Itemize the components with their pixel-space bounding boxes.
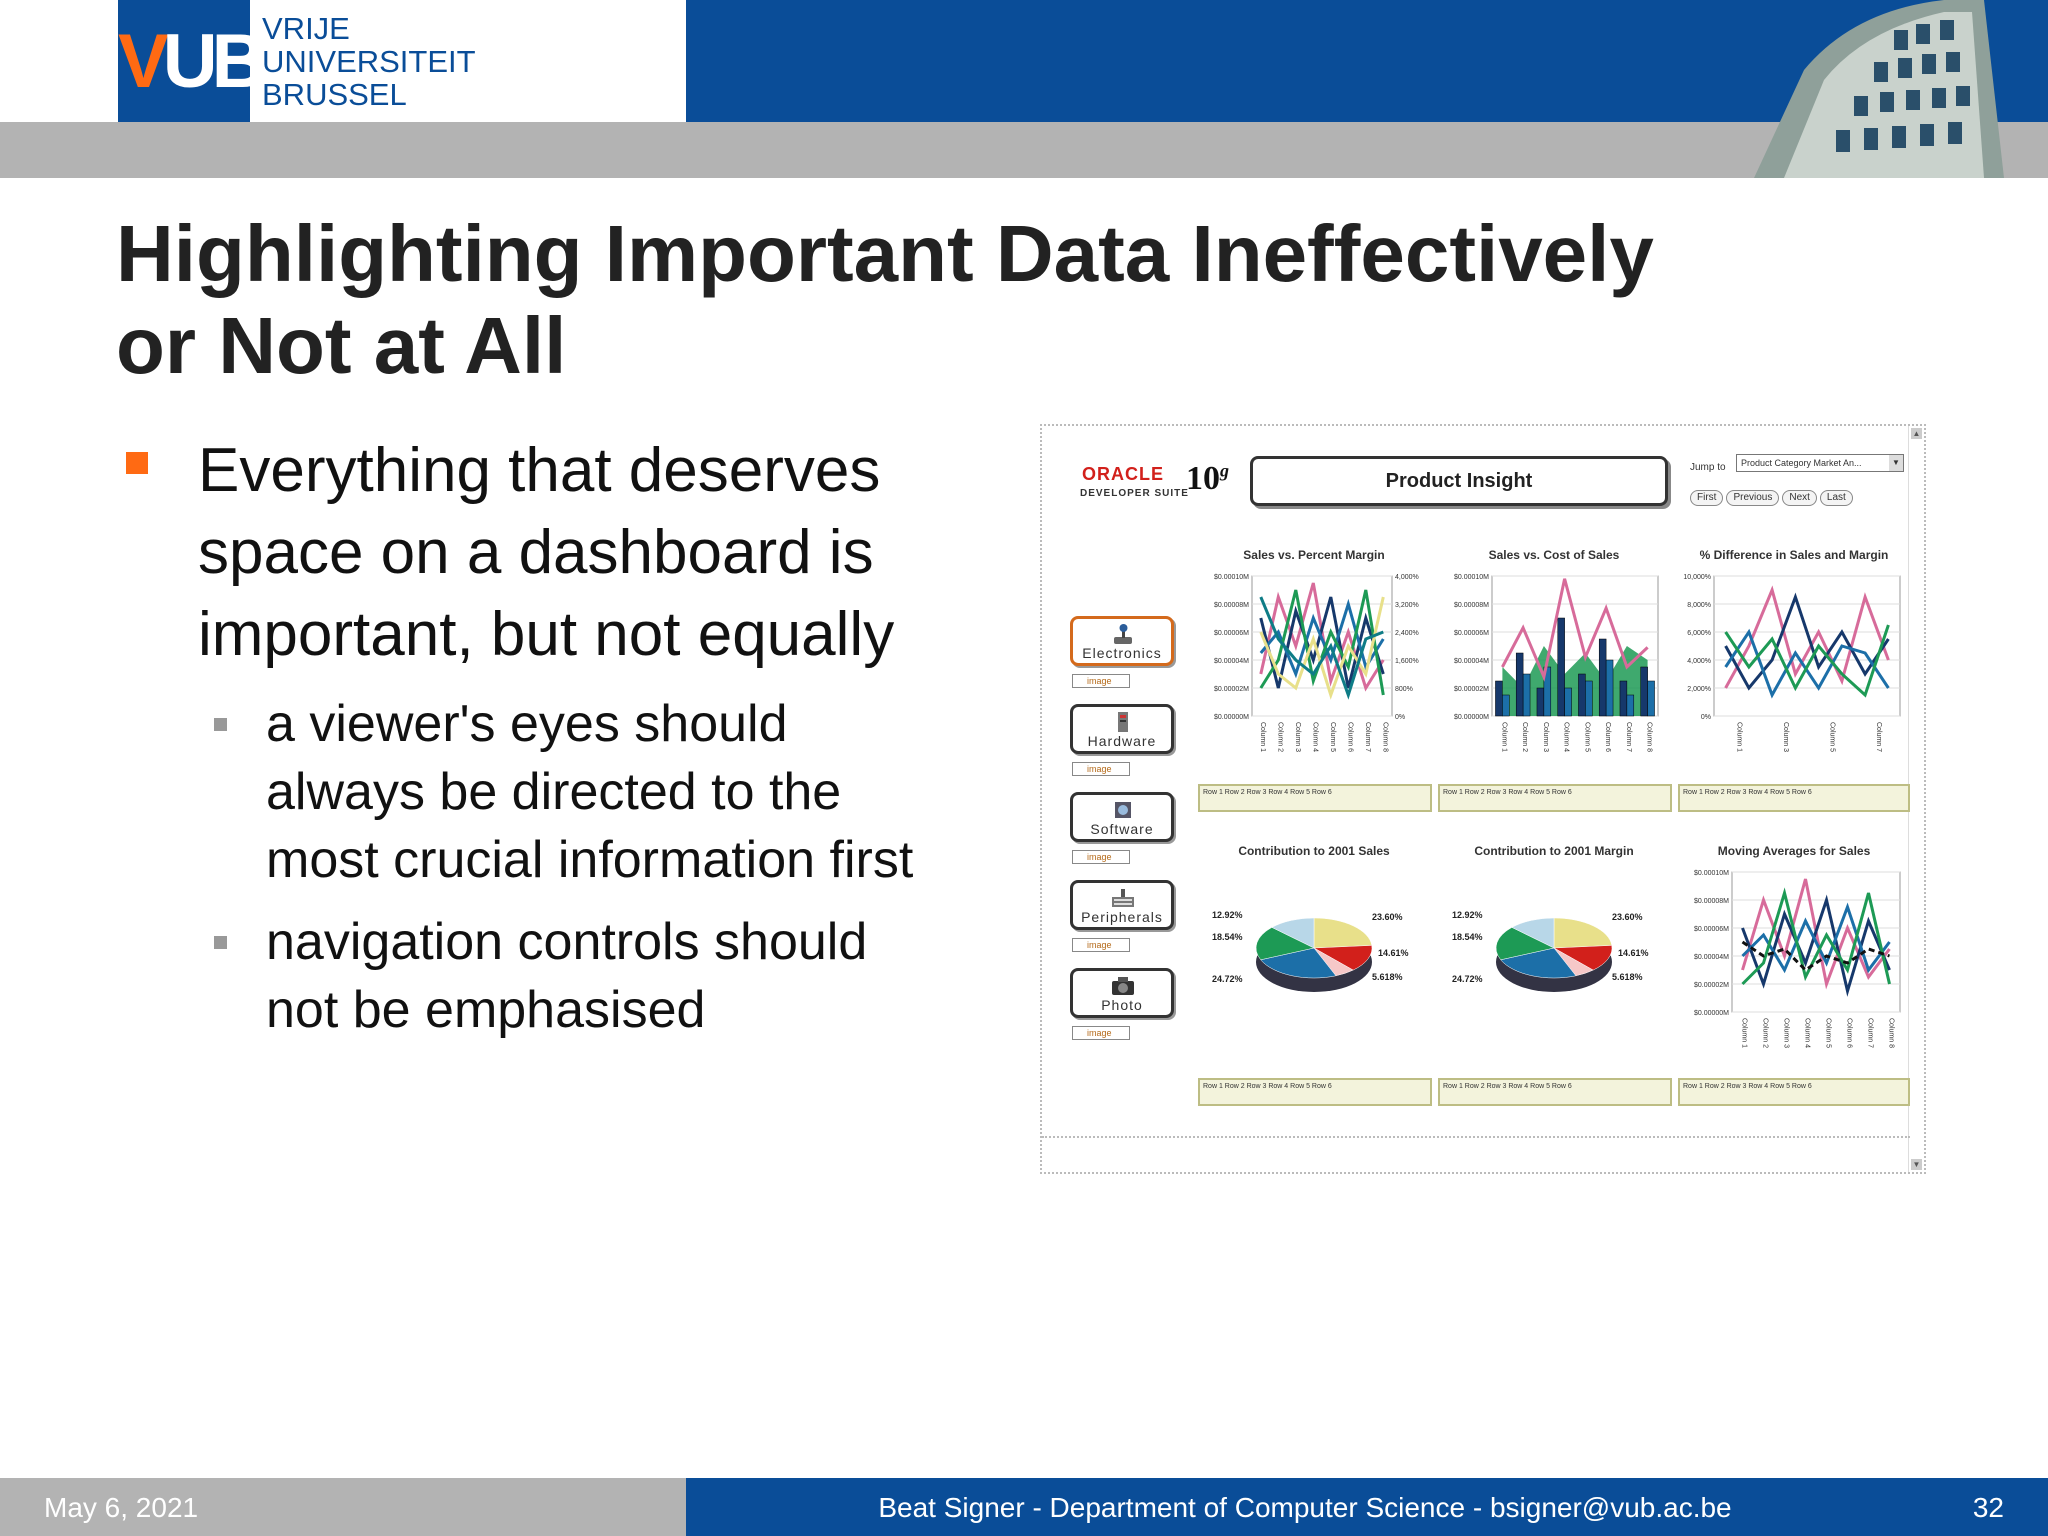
keyboard-icon [1111, 887, 1135, 909]
x-tick-label: Column 3 [1781, 722, 1789, 752]
y-tick-label: 6,000% [1687, 630, 1711, 637]
y-tick-label: 0% [1700, 714, 1711, 721]
developer-suite-label: DEVELOPER SUITE [1080, 488, 1189, 499]
category-image-link[interactable]: image [1072, 674, 1130, 688]
x-tick-label: Column 6 [1346, 722, 1354, 752]
y-tick-label: $0.00004M [1213, 658, 1249, 665]
chart-legend: Row 1 Row 2 Row 3 Row 4 Row 5 Row 6 [1678, 1078, 1910, 1106]
x-tick-label: Column 1 [1500, 722, 1508, 752]
chart-title: Moving Averages for Sales [1717, 844, 1871, 858]
bar [1578, 674, 1585, 716]
bar [1537, 688, 1544, 716]
bullet-line: Everything that deserves [198, 436, 881, 505]
pie-label: 18.54% [1452, 932, 1483, 942]
category-hardware-button[interactable] [1070, 704, 1174, 754]
pie-label: 12.92% [1452, 910, 1483, 920]
dashboard-screenshot [1040, 424, 1926, 1174]
screenshot-scrollbar[interactable] [1908, 426, 1924, 1172]
jump-to-label: Jump to [1690, 462, 1726, 473]
x-tick-label: Column 5 [1328, 722, 1336, 752]
chart-title: Contribution to 2001 Sales [1238, 844, 1390, 858]
bullet-line: important, but not equally [198, 600, 895, 669]
pie-label: 23.60% [1612, 912, 1643, 922]
chart-svg [1438, 566, 1670, 776]
bar [1565, 688, 1572, 716]
y-tick-label: $0.00008M [1693, 898, 1729, 905]
category-photo-button[interactable] [1070, 968, 1174, 1018]
pie-label: 18.54% [1212, 932, 1243, 942]
product-insight-title: Product Insight [1250, 456, 1668, 506]
pie-label: 14.61% [1618, 948, 1649, 958]
y-tick-label: $0.00010M [1213, 574, 1249, 581]
screenshot-divider [1042, 1136, 1910, 1138]
pie-label: 23.60% [1372, 912, 1403, 922]
y-tick-label: $0.00008M [1213, 602, 1249, 609]
chart-percent-difference [1678, 548, 1910, 806]
slide-title [116, 208, 1896, 392]
category-label: Peripherals [1081, 909, 1163, 925]
category-image-link[interactable]: image [1072, 762, 1130, 776]
bar [1523, 674, 1530, 716]
scroll-down-icon[interactable]: ▼ [1912, 1160, 1921, 1169]
y-tick-label: $0.00010M [1693, 870, 1729, 877]
y-tick-label: $0.00002M [1453, 686, 1489, 693]
y2-tick-label: 800% [1395, 686, 1413, 693]
bar [1648, 681, 1655, 716]
pie-label: 24.72% [1212, 974, 1243, 984]
y-tick-label: $0.00006M [1453, 630, 1489, 637]
last-button[interactable]: Last [1820, 490, 1853, 506]
x-tick-label: Column 2 [1276, 722, 1284, 752]
x-tick-label: Column 2 [1521, 722, 1529, 752]
pie-label: 24.72% [1452, 974, 1483, 984]
y-tick-label: $0.00000M [1693, 1010, 1729, 1017]
bar [1627, 695, 1634, 716]
sub-bullet-line: a viewer's eyes should [266, 695, 788, 753]
pie-slice [1314, 918, 1372, 948]
scroll-up-icon[interactable]: ▲ [1912, 429, 1921, 438]
x-tick-label: Column 4 [1311, 722, 1319, 752]
chart-svg [1678, 566, 1910, 776]
x-tick-label: Column 1 [1740, 1018, 1748, 1048]
chart-title: Sales vs. Cost of Sales [1488, 548, 1620, 562]
bar [1641, 667, 1648, 716]
bullet-list [120, 430, 1000, 1044]
previous-button[interactable]: Previous [1726, 490, 1779, 506]
chart-svg [1198, 566, 1430, 776]
camera-icon [1111, 975, 1135, 997]
y-tick-label: $0.00006M [1693, 926, 1729, 933]
chart-title: % Difference in Sales and Margin [1699, 548, 1889, 562]
joystick-icon [1111, 623, 1135, 645]
chart-title: Contribution to 2001 Margin [1474, 844, 1634, 858]
logo-mark-rest: UB [162, 19, 261, 104]
version-suffix: g [1220, 460, 1229, 481]
x-tick-label: Column 7 [1874, 722, 1882, 752]
logo-mark-v: V [118, 19, 163, 104]
footer-author: Beat Signer - Department of Computer Science - bsigner@vub.ac.be [878, 1492, 1732, 1523]
y-tick-label: 8,000% [1687, 602, 1711, 609]
x-tick-label: Column 7 [1866, 1018, 1874, 1048]
category-image-link[interactable]: image [1072, 1026, 1130, 1040]
x-tick-label: Column 2 [1761, 1018, 1769, 1048]
y-tick-label: 10,000% [1683, 574, 1711, 581]
y2-tick-label: 1,600% [1395, 658, 1419, 665]
slide-header [0, 0, 2048, 178]
y-tick-label: $0.00002M [1213, 686, 1249, 693]
category-image-link[interactable]: image [1072, 938, 1130, 952]
y-tick-label: $0.00002M [1693, 982, 1729, 989]
x-tick-label: Column 8 [1381, 722, 1389, 752]
version-number: 10 [1186, 460, 1220, 497]
logo-line-1: VRIJE [262, 11, 350, 46]
chart-contribution-margin [1438, 844, 1670, 1084]
x-tick-label: Column 6 [1845, 1018, 1853, 1048]
slide-footer [0, 1478, 2048, 1536]
y-tick-label: 4,000% [1687, 658, 1711, 665]
logo-line-3: BRUSSEL [262, 77, 407, 112]
x-tick-label: Column 7 [1363, 722, 1371, 752]
category-label: Software [1090, 821, 1154, 837]
page-number: 32 [1972, 1492, 2004, 1523]
sub-bullet-line: always be directed to the [266, 763, 842, 821]
sub-bullet-line: navigation controls should [266, 913, 868, 971]
bullet-level2 [120, 690, 1000, 894]
x-tick-label: Column 4 [1803, 1018, 1811, 1048]
header-gray-band [0, 122, 2048, 178]
building-photo [1744, 0, 2004, 178]
bar [1516, 653, 1523, 716]
bar [1495, 681, 1502, 716]
bullet-square-icon [126, 452, 148, 474]
category-label: Hardware [1087, 733, 1157, 749]
x-tick-label: Column 3 [1782, 1018, 1790, 1048]
title-line-1: Highlighting Important Data Ineffectively [116, 209, 1654, 298]
chart-sales-vs-cost-of-sales [1438, 548, 1670, 806]
chart-legend: Row 1 Row 2 Row 3 Row 4 Row 5 Row 6 [1198, 784, 1432, 812]
y-tick-label: $0.00000M [1213, 714, 1249, 721]
version-label [1186, 460, 1229, 498]
bar [1502, 695, 1509, 716]
jump-to-value: Product Category Market An... [1741, 458, 1862, 468]
y2-tick-label: 3,200% [1395, 602, 1419, 609]
bar [1558, 618, 1565, 716]
plot-area [1714, 576, 1900, 716]
chart-sales-vs-percent-margin [1198, 548, 1430, 806]
jump-to-select[interactable] [1736, 454, 1904, 472]
category-image-link[interactable]: image [1072, 850, 1130, 864]
logo-line-2: UNIVERSITEIT [262, 44, 476, 79]
sub-bullet-line: most crucial information first [266, 831, 914, 889]
bar [1585, 681, 1592, 716]
category-software-button[interactable] [1070, 792, 1174, 842]
first-button[interactable]: First [1690, 490, 1723, 506]
pie-label: 12.92% [1212, 910, 1243, 920]
x-tick-label: Column 3 [1293, 722, 1301, 752]
sub-bullet-square-icon [214, 718, 227, 731]
x-tick-label: Column 8 [1887, 1018, 1895, 1048]
x-tick-label: Column 6 [1604, 722, 1612, 752]
bullet-level1 [120, 430, 1000, 676]
y-tick-label: $0.00004M [1453, 658, 1489, 665]
software-box-icon [1111, 799, 1135, 821]
y-tick-label: $0.00008M [1453, 602, 1489, 609]
chevron-down-icon[interactable]: ▼ [1889, 455, 1903, 471]
computer-tower-icon [1111, 711, 1135, 733]
page-navigation [1690, 490, 1853, 506]
chart-contribution-sales [1198, 844, 1430, 1084]
chart-moving-averages [1678, 844, 1910, 1084]
pie-slice [1554, 918, 1612, 948]
logo-mark [118, 0, 261, 122]
category-label: Electronics [1082, 645, 1162, 661]
y-tick-label: $0.00004M [1693, 954, 1729, 961]
title-line-2: or Not at All [116, 301, 567, 390]
x-tick-label: Column 5 [1828, 722, 1836, 752]
y-tick-label: $0.00000M [1453, 714, 1489, 721]
bullet-line: space on a dashboard is [198, 518, 874, 587]
y2-tick-label: 4,000% [1395, 574, 1419, 581]
chart-legend: Row 1 Row 2 Row 3 Row 4 Row 5 Row 6 [1678, 784, 1910, 812]
logo-wordmark [262, 12, 476, 111]
footer-date: May 6, 2021 [44, 1492, 199, 1523]
y2-tick-label: 2,400% [1395, 630, 1419, 637]
chart-svg [1438, 868, 1670, 1068]
chart-legend: Row 1 Row 2 Row 3 Row 4 Row 5 Row 6 [1438, 784, 1672, 812]
y-tick-label: $0.00006M [1213, 630, 1249, 637]
chart-svg [1198, 868, 1430, 1068]
chart-legend: Row 1 Row 2 Row 3 Row 4 Row 5 Row 6 [1438, 1078, 1672, 1106]
y-tick-label: 2,000% [1687, 686, 1711, 693]
sub-bullet-line: not be emphasised [266, 981, 706, 1039]
x-tick-label: Column 7 [1624, 722, 1632, 752]
pie-label: 14.61% [1378, 948, 1409, 958]
bar [1606, 660, 1613, 716]
vub-logo [110, 0, 686, 122]
bullet-level2 [120, 908, 1000, 1044]
x-tick-label: Column 1 [1258, 722, 1266, 752]
oracle-logo: ORACLE [1082, 464, 1164, 484]
bar [1620, 681, 1627, 716]
sub-bullet-square-icon [214, 936, 227, 949]
category-label: Photo [1101, 997, 1143, 1013]
chart-svg [1678, 862, 1910, 1072]
chart-title: Sales vs. Percent Margin [1243, 548, 1385, 562]
x-tick-label: Column 3 [1541, 722, 1549, 752]
pie-label: 5.618% [1372, 972, 1403, 982]
y2-tick-label: 0% [1395, 714, 1406, 721]
x-tick-label: Column 5 [1583, 722, 1591, 752]
x-tick-label: Column 8 [1645, 722, 1653, 752]
next-button[interactable]: Next [1782, 490, 1817, 506]
x-tick-label: Column 4 [1562, 722, 1570, 752]
pie-label: 5.618% [1612, 972, 1643, 982]
x-tick-label: Column 1 [1735, 722, 1743, 752]
category-peripherals-button[interactable] [1070, 880, 1174, 930]
x-tick-label: Column 5 [1824, 1018, 1832, 1048]
y-tick-label: $0.00010M [1453, 574, 1489, 581]
bar [1599, 639, 1606, 716]
category-electronics-button[interactable] [1070, 616, 1174, 666]
chart-legend: Row 1 Row 2 Row 3 Row 4 Row 5 Row 6 [1198, 1078, 1432, 1106]
